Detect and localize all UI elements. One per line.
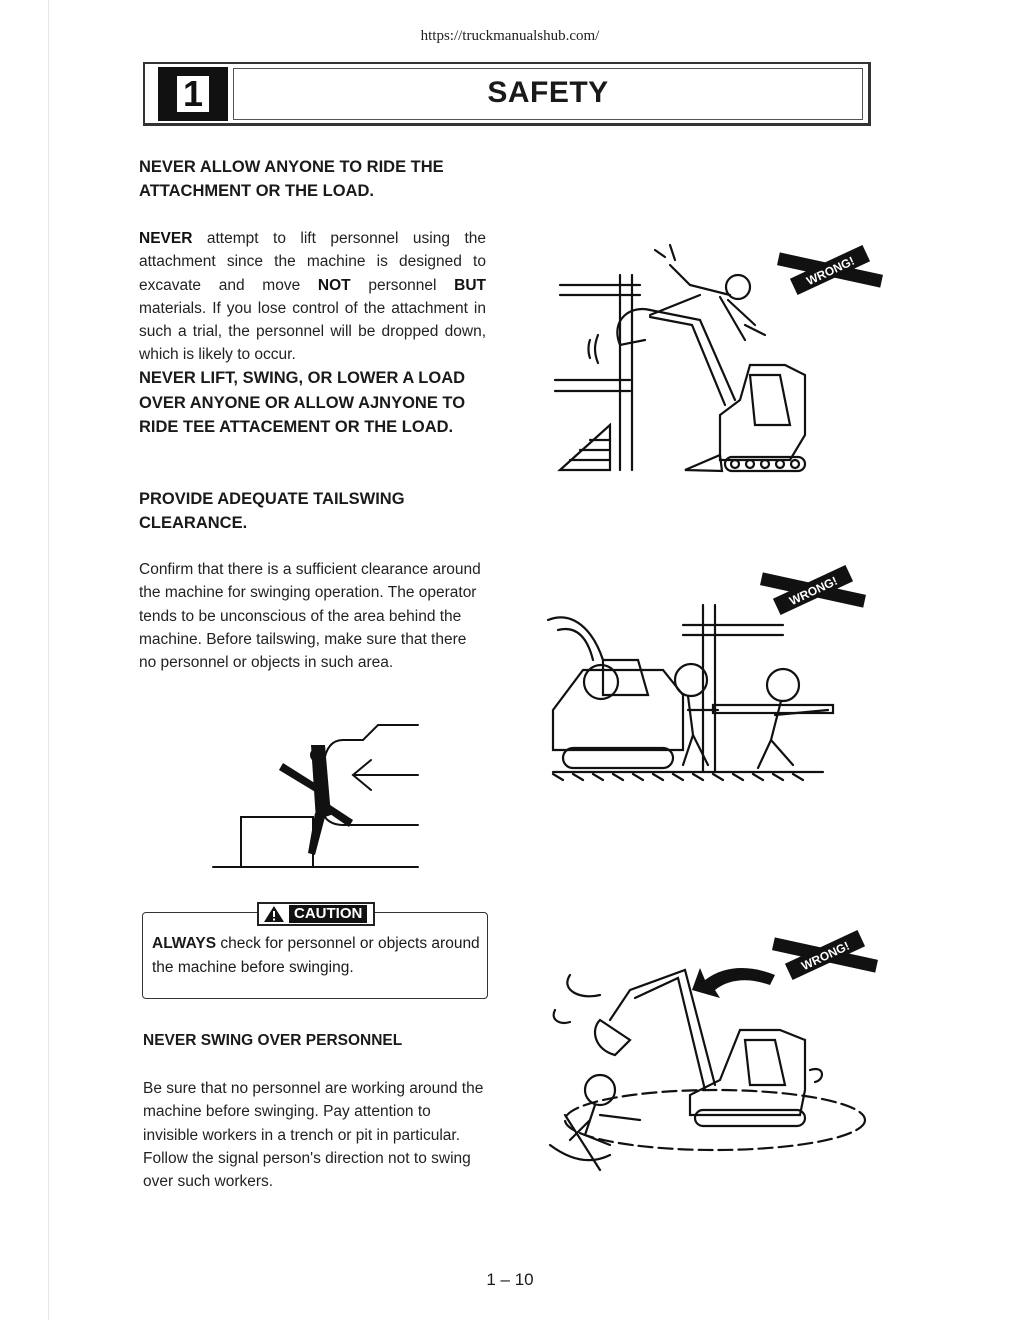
illustration-tailswing-wrong	[543, 560, 873, 785]
wrong-label-2: WRONG!	[787, 573, 840, 609]
wrong-label-1: WRONG!	[804, 253, 857, 289]
page-edge-rule	[48, 0, 49, 1320]
section3-paragraph: Be sure that no personnel are working around the machine before swinging. Pay attention to invisible workers in a trench or pit in particular. Follow the signal person's direction not to swing over such workers.	[143, 1080, 484, 1191]
illustration-swing-over-personnel	[540, 930, 870, 1180]
section1-warning-caps: NEVER LIFT, SWING, OR LOWER A LOAD OVER ANYONE OR ALLOW AJNYONE TO RIDE TEE ATTACEMENT OR THE LOAD.	[139, 369, 466, 436]
section3-heading: NEVER SWING OVER PERSONNEL	[143, 1032, 403, 1049]
section1-heading: NEVER ALLOW ANYONE TO RIDE THE ATTACHMENT OR THE LOAD.	[139, 158, 444, 200]
warning-triangle-icon	[263, 905, 285, 923]
chapter-number: 1	[174, 73, 212, 115]
section2-paragraph: Confirm that there is a sufficient clearance around the machine for swinging operation. The operator tends to be unconscious of the area behind the machine. Before tailswing, make sure that there no personnel or objects in such area.	[139, 561, 481, 672]
wrong-label-3: WRONG!	[799, 938, 852, 974]
caution-message: ALWAYS check for personnel or objects around the machine before swinging.	[152, 935, 480, 976]
caution-text: CAUTION	[289, 905, 367, 923]
source-url: https://truckmanualshub.com/	[420, 28, 600, 44]
chapter-title: SAFETY	[487, 76, 609, 109]
illustration-riding-attachment	[550, 225, 870, 480]
chapter-number-block	[158, 67, 228, 121]
section2-heading: PROVIDE ADEQUATE TAILSWING CLEARANCE.	[139, 490, 405, 532]
caution-label	[257, 902, 375, 926]
page-number: 1 – 10	[486, 1270, 534, 1289]
section1-paragraph: NEVER attempt to lift personnel using the attachment since the machine is designed to excavate and move NOT personnel BUT materials. If you lose control of the attachment in such a trial, the personnel will be dropped down, which is likely to occur.	[139, 230, 486, 364]
illustration-tailswing-pinch	[213, 715, 423, 875]
